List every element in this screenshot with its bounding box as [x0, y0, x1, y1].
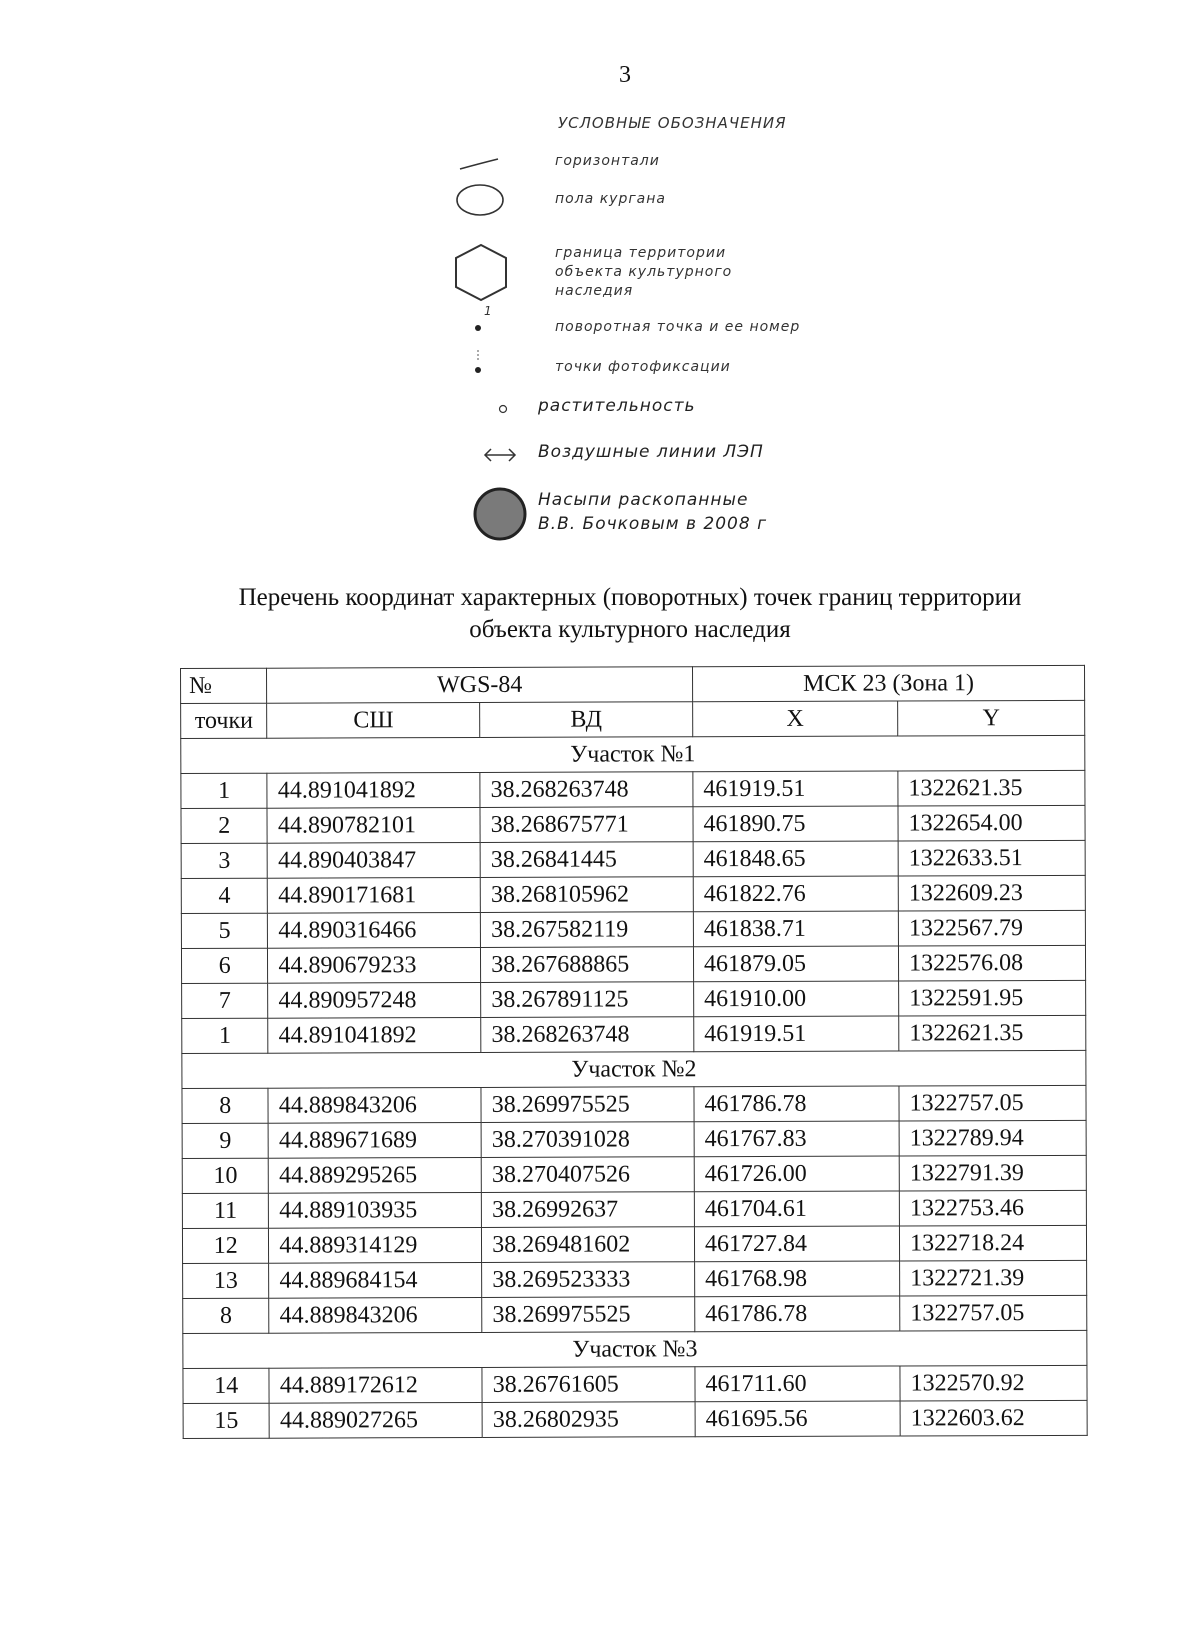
y-coordinate-cell: 1322621.35 [899, 1015, 1086, 1051]
double-arrow-icon [482, 446, 518, 464]
point-number-cell: 1 [182, 1018, 268, 1053]
section-title: Участок №1 [181, 735, 1085, 773]
latitude-cell: 44.890171681 [268, 877, 481, 913]
contour-line-icon [458, 156, 502, 172]
y-coordinate-cell: 1322633.51 [898, 840, 1085, 876]
longitude-cell: 38.26761605 [482, 1367, 695, 1403]
longitude-cell: 38.270407526 [481, 1157, 694, 1193]
section-row [182, 1050, 1086, 1088]
point-number-cell: 3 [181, 843, 267, 878]
x-coordinate-cell: 461890.75 [693, 806, 898, 842]
point-number-cell: 4 [181, 878, 267, 913]
latitude-cell: 44.890957248 [268, 982, 481, 1018]
latitude-cell: 44.890403847 [267, 842, 480, 878]
col-header-point-label: точки [181, 703, 267, 738]
longitude-cell: 38.269975525 [482, 1297, 695, 1333]
x-coordinate-cell: 461919.51 [693, 771, 898, 807]
y-coordinate-cell: 1322567.79 [898, 910, 1085, 946]
legend-label: Воздушные линии ЛЭП [538, 442, 764, 462]
point-number-cell: 9 [182, 1123, 268, 1158]
latitude-cell: 44.891041892 [268, 1017, 481, 1053]
table-row [182, 1225, 1086, 1263]
table-row [181, 840, 1085, 878]
vegetation-icon [496, 402, 510, 416]
latitude-cell: 44.889172612 [269, 1367, 482, 1403]
page-number: 3 [619, 62, 631, 88]
y-coordinate-cell: 1322791.39 [899, 1155, 1086, 1191]
x-coordinate-cell: 461711.60 [695, 1366, 900, 1402]
hexagon-icon [452, 242, 510, 304]
ellipse-icon [454, 182, 506, 218]
legend-label: пола кургана [555, 191, 666, 207]
table-row [183, 1400, 1087, 1438]
col-header-point-no: № [181, 668, 267, 703]
x-coordinate-cell: 461848.65 [693, 841, 898, 877]
legend [440, 108, 920, 568]
longitude-cell: 38.270391028 [481, 1122, 694, 1158]
point-number-cell: 10 [182, 1158, 268, 1193]
col-header-x: X [693, 701, 898, 737]
section-title: Участок №3 [183, 1330, 1087, 1368]
y-coordinate-cell: 1322603.62 [900, 1400, 1087, 1436]
point-number-cell: 11 [182, 1193, 268, 1228]
y-coordinate-cell: 1322789.94 [899, 1120, 1086, 1156]
longitude-cell: 38.268675771 [480, 807, 693, 843]
y-coordinate-cell: 1322654.00 [898, 805, 1085, 841]
table-title: Перечень координат характерных (поворотных) точек границ территории объекта культурного наследия [238, 584, 1022, 643]
longitude-cell: 38.267582119 [481, 912, 694, 948]
x-coordinate-cell: 461786.78 [694, 1086, 899, 1122]
x-coordinate-cell: 461838.71 [693, 911, 898, 947]
latitude-cell: 44.889671689 [268, 1122, 481, 1158]
longitude-cell: 38.268263748 [481, 1017, 694, 1053]
x-coordinate-cell: 461879.05 [693, 946, 898, 982]
table-row [181, 770, 1085, 808]
col-header-lon: ВД [480, 702, 693, 738]
turning-point-number: 1 [484, 304, 492, 318]
filled-circle-icon [472, 486, 528, 542]
point-number-cell: 6 [181, 948, 267, 983]
x-coordinate-cell: 461726.00 [694, 1156, 899, 1192]
x-coordinate-cell: 461786.78 [695, 1296, 900, 1332]
x-coordinate-cell: 461767.83 [694, 1121, 899, 1157]
x-coordinate-cell: 461695.56 [695, 1401, 900, 1437]
longitude-cell: 38.268263748 [480, 772, 693, 808]
longitude-cell: 38.267688865 [481, 947, 694, 983]
point-number-cell: 14 [183, 1368, 269, 1403]
table-row [182, 1120, 1086, 1158]
point-number-cell: 8 [182, 1088, 268, 1123]
x-coordinate-cell: 461822.76 [693, 876, 898, 912]
photo-point-icon [470, 348, 490, 378]
coordinates-table-body [181, 735, 1087, 1438]
latitude-cell: 44.890679233 [268, 947, 481, 983]
y-coordinate-cell: 1322753.46 [899, 1190, 1086, 1226]
x-coordinate-cell: 461768.98 [695, 1261, 900, 1297]
legend-title: УСЛОВНЫЕ ОБОЗНАЧЕНИЯ [558, 114, 787, 132]
x-coordinate-cell: 461919.51 [694, 1016, 899, 1052]
coordinates-table [180, 665, 1088, 1439]
longitude-cell: 38.269523333 [482, 1262, 695, 1298]
legend-label: точки фотофиксации [555, 359, 731, 375]
x-coordinate-cell: 461704.61 [694, 1191, 899, 1227]
longitude-cell: 38.26841445 [480, 842, 693, 878]
point-number-cell: 8 [183, 1298, 269, 1333]
latitude-cell: 44.889027265 [269, 1402, 482, 1438]
y-coordinate-cell: 1322757.05 [900, 1295, 1087, 1331]
point-number-cell: 13 [183, 1263, 269, 1298]
table-row [181, 945, 1085, 983]
table-row [182, 980, 1086, 1018]
section-title: Участок №2 [182, 1050, 1086, 1088]
latitude-cell: 44.889314129 [269, 1227, 482, 1263]
x-coordinate-cell: 461910.00 [694, 981, 899, 1017]
longitude-cell: 38.26802935 [482, 1402, 695, 1438]
point-number-cell: 5 [181, 913, 267, 948]
col-header-y: Y [898, 700, 1085, 736]
table-row [183, 1365, 1087, 1403]
latitude-cell: 44.889843206 [268, 1087, 481, 1123]
point-number-cell: 15 [183, 1403, 269, 1438]
y-coordinate-cell: 1322621.35 [898, 770, 1085, 806]
y-coordinate-cell: 1322576.08 [899, 945, 1086, 981]
y-coordinate-cell: 1322718.24 [900, 1225, 1087, 1261]
latitude-cell: 44.890316466 [268, 912, 481, 948]
longitude-cell: 38.269975525 [481, 1087, 694, 1123]
latitude-cell: 44.889103935 [269, 1192, 482, 1228]
latitude-cell: 44.891041892 [267, 772, 480, 808]
legend-label: граница территории объекта культурного наследия [555, 245, 733, 299]
y-coordinate-cell: 1322570.92 [900, 1365, 1087, 1401]
y-coordinate-cell: 1322757.05 [899, 1085, 1086, 1121]
table-row [182, 1190, 1086, 1228]
col-header-lat: СШ [267, 702, 480, 738]
table-row [182, 1015, 1086, 1053]
table-row [183, 1295, 1087, 1333]
table-row [183, 1260, 1087, 1298]
table-row [182, 1155, 1086, 1193]
x-coordinate-cell: 461727.84 [694, 1226, 899, 1262]
table-row [182, 1085, 1086, 1123]
point-number-cell: 2 [181, 808, 267, 843]
legend-label: Насыпи раскопанные В.В. Бочковым в 2008 г [538, 490, 768, 534]
point-number-cell: 12 [182, 1228, 268, 1263]
y-coordinate-cell: 1322721.39 [900, 1260, 1087, 1296]
table-row [181, 875, 1085, 913]
longitude-cell: 38.269481602 [482, 1227, 695, 1263]
latitude-cell: 44.890782101 [267, 807, 480, 843]
latitude-cell: 44.889295265 [269, 1157, 482, 1193]
longitude-cell: 38.267891125 [481, 982, 694, 1018]
col-header-msk23: МСК 23 (Зона 1) [692, 665, 1084, 701]
latitude-cell: 44.889843206 [269, 1297, 482, 1333]
legend-label: растительность [538, 396, 696, 416]
point-number-cell: 1 [181, 773, 267, 808]
table-row [181, 910, 1085, 948]
col-header-wgs84: WGS-84 [267, 667, 693, 703]
section-row [181, 735, 1085, 773]
legend-label: поворотная точка и ее номер [555, 319, 801, 335]
longitude-cell: 38.268105962 [480, 877, 693, 913]
y-coordinate-cell: 1322609.23 [898, 875, 1085, 911]
section-row [183, 1330, 1087, 1368]
y-coordinate-cell: 1322591.95 [899, 980, 1086, 1016]
longitude-cell: 38.26992637 [482, 1192, 695, 1228]
point-number-cell: 7 [182, 983, 268, 1018]
table-row [181, 805, 1085, 843]
legend-label: горизонтали [555, 153, 660, 169]
latitude-cell: 44.889684154 [269, 1262, 482, 1298]
